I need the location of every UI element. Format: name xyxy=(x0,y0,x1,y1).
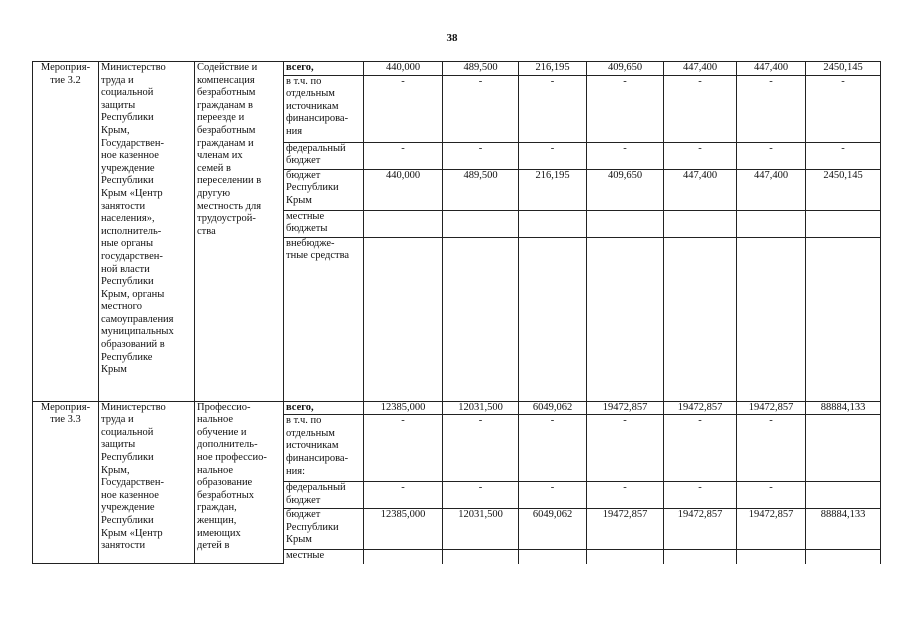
value-cell: - xyxy=(664,415,737,482)
value-cell: 19472,857 xyxy=(664,509,737,550)
value-cell: - xyxy=(443,142,519,169)
value-cell xyxy=(664,237,737,401)
funding-source-cell: всего, xyxy=(284,62,364,76)
value-cell: - xyxy=(443,75,519,142)
value-cell: 447,400 xyxy=(737,169,806,210)
value-cell xyxy=(737,550,806,564)
value-cell xyxy=(587,210,664,237)
value-cell: - xyxy=(737,415,806,482)
value-cell: - xyxy=(587,142,664,169)
value-cell: - xyxy=(587,75,664,142)
funding-source-cell: федеральный бюджет xyxy=(284,482,364,509)
value-cell: 88884,133 xyxy=(806,509,881,550)
value-cell xyxy=(587,550,664,564)
value-cell: 19472,857 xyxy=(587,509,664,550)
value-cell: - xyxy=(519,415,587,482)
value-cell: 447,400 xyxy=(664,169,737,210)
funding-source-cell: в т.ч. по отдельным источникам финансирова- ния xyxy=(284,75,364,142)
page-number: 38 xyxy=(446,32,458,44)
table-row xyxy=(33,401,881,415)
value-cell xyxy=(664,550,737,564)
description-cell: Профессио- нальное обучение и дополнитель- ное профессио- нальное образование безработных граждан, женщин, имеющих детей в xyxy=(195,401,284,564)
value-cell: 6049,062 xyxy=(519,401,587,415)
value-cell: - xyxy=(737,142,806,169)
value-cell xyxy=(806,550,881,564)
value-cell xyxy=(364,550,443,564)
executor-cell: Министерство труда и социальной защиты Республики Крым, Государствен- ное казенное учреждение Республики Крым «Центр занятости населения», исполнитель- ные органы государствен- ной власти Республики Крым, органы местного самоуправления муниципальных образований в Республике Крым xyxy=(99,62,195,402)
value-cell: 88884,133 xyxy=(806,401,881,415)
value-cell xyxy=(364,210,443,237)
value-cell: - xyxy=(806,75,881,142)
value-cell: 409,650 xyxy=(587,169,664,210)
table-body xyxy=(33,62,881,564)
value-cell: 447,400 xyxy=(737,62,806,76)
value-cell: - xyxy=(664,75,737,142)
value-cell: - xyxy=(806,142,881,169)
value-cell: 2450,145 xyxy=(806,169,881,210)
value-cell: - xyxy=(664,142,737,169)
funding-source-cell: бюджет Республики Крым xyxy=(284,509,364,550)
table-row xyxy=(33,62,881,76)
value-cell: 19472,857 xyxy=(737,401,806,415)
value-cell xyxy=(737,237,806,401)
value-cell xyxy=(587,237,664,401)
funding-source-cell: местные xyxy=(284,550,364,564)
value-cell xyxy=(519,210,587,237)
value-cell: 12031,500 xyxy=(443,509,519,550)
funding-source-cell: федеральный бюджет xyxy=(284,142,364,169)
value-cell: 12385,000 xyxy=(364,401,443,415)
value-cell: 2450,145 xyxy=(806,62,881,76)
measure-cell: Мероприя- тие 3.2 xyxy=(33,62,99,402)
value-cell xyxy=(806,415,881,482)
executor-cell: Министерство труда и социальной защиты Республики Крым, Государствен- ное казенное учреждение Республики Крым «Центр занятости xyxy=(99,401,195,564)
value-cell: 19472,857 xyxy=(737,509,806,550)
budget-table xyxy=(32,61,881,564)
value-cell: 216,195 xyxy=(519,169,587,210)
value-cell: 216,195 xyxy=(519,62,587,76)
value-cell xyxy=(443,210,519,237)
value-cell: - xyxy=(664,482,737,509)
funding-source-cell: в т.ч. по отдельным источникам финансирова- ния: xyxy=(284,415,364,482)
funding-source-cell: местные бюджеты xyxy=(284,210,364,237)
value-cell xyxy=(364,237,443,401)
value-cell: - xyxy=(587,415,664,482)
value-cell xyxy=(443,550,519,564)
value-cell: 447,400 xyxy=(664,62,737,76)
value-cell: 12031,500 xyxy=(443,401,519,415)
value-cell: 489,500 xyxy=(443,62,519,76)
value-cell xyxy=(519,237,587,401)
value-cell: - xyxy=(443,415,519,482)
value-cell: 489,500 xyxy=(443,169,519,210)
description-cell: Содействие и компенсация безработным гражданам в переезде и безработным гражданам и членам их семей в переселении в другую местность для трудоустрой- ства xyxy=(195,62,284,402)
value-cell: 12385,000 xyxy=(364,509,443,550)
value-cell xyxy=(806,210,881,237)
value-cell: - xyxy=(519,142,587,169)
value-cell: 409,650 xyxy=(587,62,664,76)
value-cell xyxy=(737,210,806,237)
value-cell: - xyxy=(519,75,587,142)
value-cell: 440,000 xyxy=(364,62,443,76)
value-cell: - xyxy=(364,415,443,482)
value-cell xyxy=(519,550,587,564)
funding-source-cell: всего, xyxy=(284,401,364,415)
measure-cell: Мероприя- тие 3.3 xyxy=(33,401,99,564)
value-cell: - xyxy=(737,75,806,142)
value-cell: - xyxy=(364,75,443,142)
value-cell: - xyxy=(443,482,519,509)
value-cell xyxy=(443,237,519,401)
value-cell: - xyxy=(737,482,806,509)
value-cell: - xyxy=(364,482,443,509)
value-cell: 19472,857 xyxy=(587,401,664,415)
funding-source-cell: бюджет Республики Крым xyxy=(284,169,364,210)
value-cell: - xyxy=(364,142,443,169)
value-cell xyxy=(806,482,881,509)
value-cell: - xyxy=(519,482,587,509)
value-cell xyxy=(806,237,881,401)
value-cell: 440,000 xyxy=(364,169,443,210)
funding-source-cell: внебюдже- тные средства xyxy=(284,237,364,401)
value-cell: - xyxy=(587,482,664,509)
value-cell: 19472,857 xyxy=(664,401,737,415)
value-cell xyxy=(664,210,737,237)
value-cell: 6049,062 xyxy=(519,509,587,550)
